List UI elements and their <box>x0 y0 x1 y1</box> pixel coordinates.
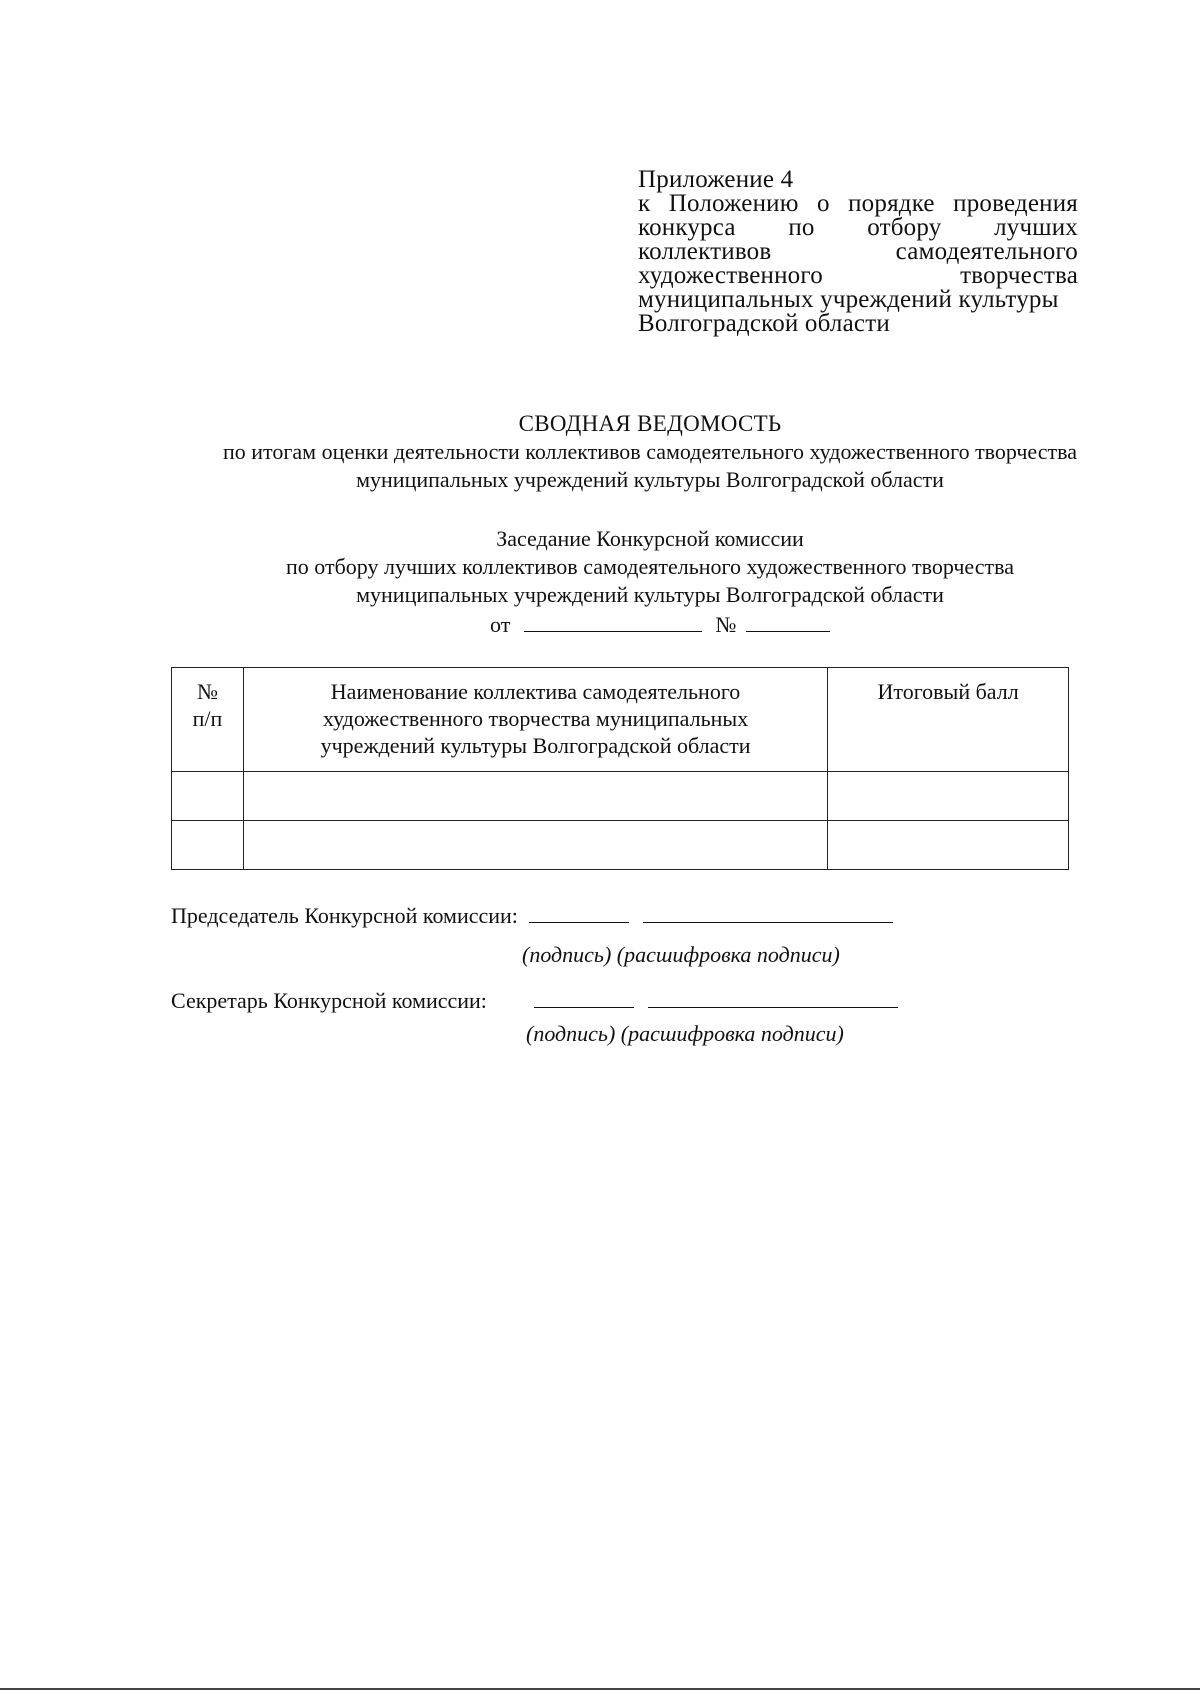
secretary-signature-blank <box>534 989 634 1008</box>
number-blank <box>746 613 830 632</box>
appendix-line-3 <box>638 240 1078 264</box>
meeting-line-1: Заседание Конкурсной комиссии <box>496 526 804 551</box>
meeting-line-2: по отбору лучших коллективов самодеятельного художественного творчества <box>286 554 1014 579</box>
appendix-word: по <box>788 214 815 241</box>
scan-edge-line <box>0 1688 1200 1690</box>
appendix-word: о <box>817 190 830 217</box>
appendix-word: отбору <box>867 214 942 241</box>
chairman-name-blank <box>643 904 893 923</box>
appendix-word: проведения <box>953 190 1078 217</box>
table-cell-number <box>172 821 244 870</box>
appendix-word: к <box>638 190 651 217</box>
header-name-line: художественного творчества муниципальных <box>322 706 749 731</box>
appendix-line-2 <box>638 216 1078 240</box>
table-header-row <box>172 668 1069 772</box>
appendix-word: лучших <box>994 214 1078 241</box>
results-table <box>171 667 1069 870</box>
appendix-word: Положению <box>668 190 799 217</box>
secretary-signature-row <box>171 988 898 1014</box>
table-row <box>172 821 1069 870</box>
header-number-sign: № <box>196 679 218 704</box>
appendix-word: художественного <box>638 262 823 289</box>
document-title: СВОДНАЯ ВЕДОМОСТЬ <box>518 411 782 436</box>
appendix-word: конкурса <box>638 214 736 241</box>
appendix-word: творчества <box>960 262 1078 289</box>
document-subtitle-line-1: по итогам оценки деятельности коллективов самодеятельного художественного творчества <box>222 439 1077 464</box>
column-header-score <box>828 668 1069 772</box>
header-number-abbrev: п/п <box>192 706 223 731</box>
appendix-word: порядке <box>848 190 935 217</box>
meeting-line-3: муниципальных учреждений культуры Волгоградской области <box>356 582 944 607</box>
table-cell-name <box>243 772 827 821</box>
table-cell-number <box>172 772 244 821</box>
appendix-line-5: муниципальных учреждений культуры <box>638 286 1059 313</box>
document-subtitle-line-2: муниципальных учреждений культуры Волгоградской области <box>356 467 944 492</box>
column-header-number <box>172 668 244 772</box>
chairman-label: Председатель Конкурсной комиссии: <box>171 903 518 928</box>
secretary-label: Секретарь Конкурсной комиссии: <box>171 988 487 1013</box>
appendix-word: самодеятельного <box>895 238 1078 265</box>
header-name-line: Наименование коллектива самодеятельного <box>330 679 741 704</box>
appendix-line-1 <box>638 192 1078 216</box>
table-cell-score <box>828 772 1069 821</box>
appendix-line-4 <box>638 264 1078 288</box>
appendix-block <box>638 168 1078 336</box>
chairman-signature-caption: (подпись) (расшифровка подписи) <box>522 942 840 967</box>
column-header-name <box>243 668 827 772</box>
header-name-line: учреждений культуры Волгоградской области <box>320 733 751 758</box>
meeting-date-line <box>490 612 830 638</box>
date-prefix: от <box>490 612 511 637</box>
number-prefix: № <box>715 612 737 637</box>
chairman-signature-blank <box>529 904 629 923</box>
table-cell-name <box>243 821 827 870</box>
date-blank <box>524 613 702 632</box>
secretary-name-blank <box>648 989 898 1008</box>
appendix-line-6: Волгоградской области <box>638 310 890 337</box>
appendix-word: коллективов <box>638 238 772 265</box>
table-cell-score <box>828 821 1069 870</box>
secretary-signature-caption: (подпись) (расшифровка подписи) <box>526 1021 844 1046</box>
document-header <box>150 410 1150 494</box>
table-row <box>172 772 1069 821</box>
header-score-label: Итоговый балл <box>877 679 1019 704</box>
meeting-block <box>150 525 1150 609</box>
chairman-signature-row <box>171 903 893 929</box>
appendix-title: Приложение 4 <box>638 166 794 193</box>
